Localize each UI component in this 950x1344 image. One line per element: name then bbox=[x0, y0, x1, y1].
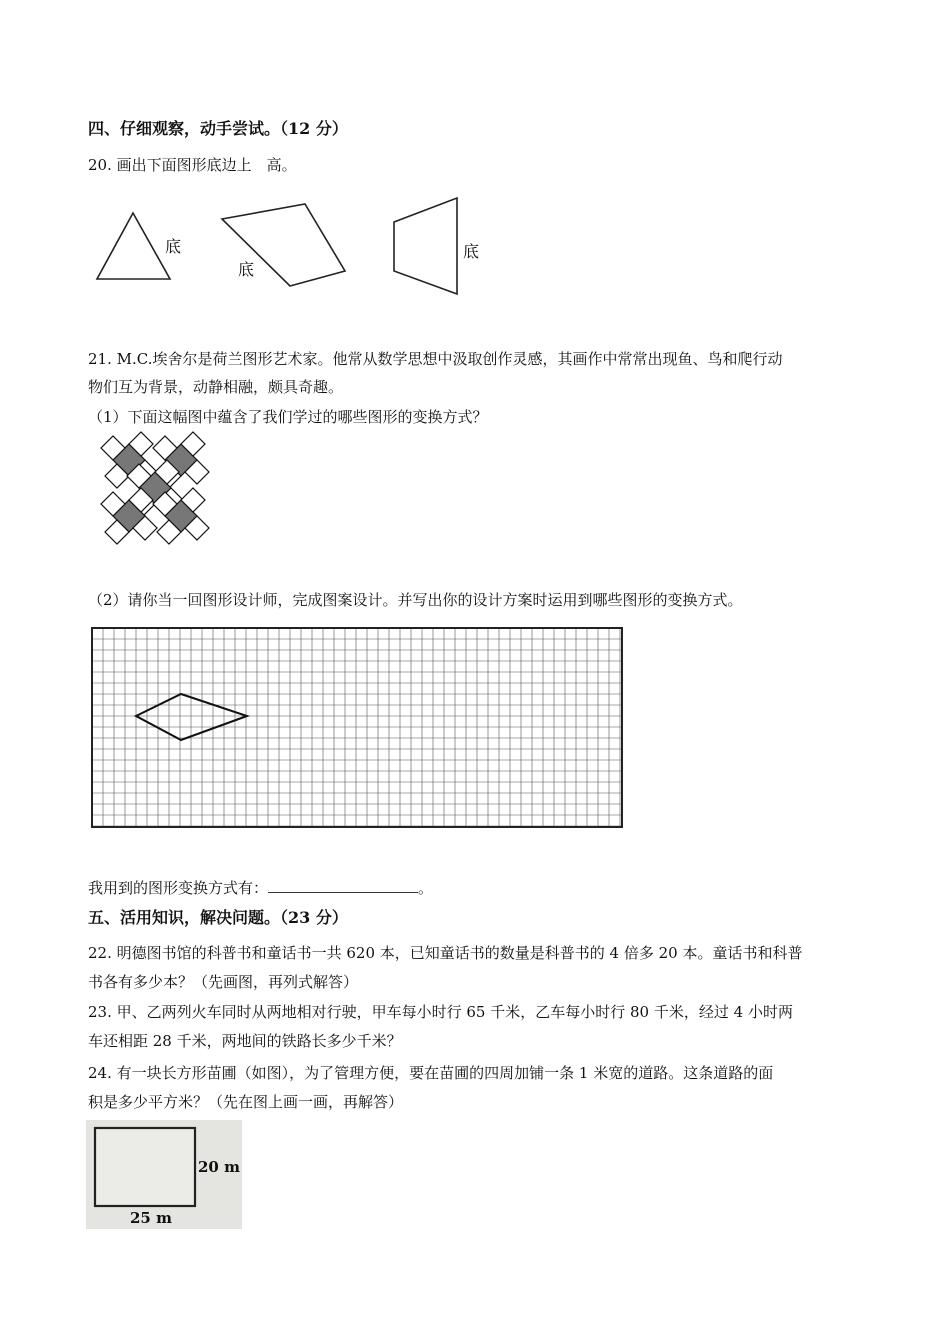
parallelogram-base-label: 底 bbox=[238, 260, 255, 279]
question-21-line1: 21. M.C.埃舍尔是荷兰图形艺术家。他常从数学思想中汲取创作灵感，其画作中常常出现鱼、鸟和爬行动 bbox=[88, 350, 783, 368]
question-21-line2: 物们互为背景，动静相融，颇具奇趣。 bbox=[88, 378, 344, 396]
trapezoid-base-label: 底 bbox=[463, 242, 480, 261]
question-20-text: 20. 画出下面图形底边上 高。 bbox=[88, 156, 297, 174]
question-22-line1: 22. 明德图书馆的科普书和童话书一共 620 本，已知童话书的数量是科普书的 4 倍多 20 本。童话书和科普 bbox=[88, 944, 803, 962]
section-5-title: 五、活用知识，解决问题。（23 分） bbox=[88, 908, 348, 927]
tessellation-pattern bbox=[105, 438, 210, 541]
rhombus-shape bbox=[136, 694, 247, 740]
length-label: 25 m bbox=[130, 1209, 172, 1227]
triangle-base-label: 底 bbox=[165, 237, 182, 256]
question-21-sub2: （2）请你当一回图形设计师，完成图案设计。并写出你的设计方案时运用到哪些图形的变换方式。 bbox=[88, 591, 743, 609]
answer-prefix: 我用到的图形变换方式有： bbox=[88, 879, 269, 897]
q20-figures bbox=[0, 0, 950, 320]
trapezoid-shape bbox=[394, 198, 457, 294]
question-23-line1: 23. 甲、乙两列火车同时从两地相对行驶，甲车每小时行 65 千米，乙车每小时行 80 千米，经过 4 小时两 bbox=[88, 1003, 793, 1021]
question-24-line1: 24. 有一块长方形苗圃（如图），为了管理方便，要在苗圃的四周加铺一条 1 米宽的道路。这条道路的面 bbox=[88, 1064, 774, 1082]
question-21-sub1: （1）下面这幅图中蕴含了我们学过的哪些图形的变换方式？ bbox=[88, 408, 488, 426]
answer-blank[interactable] bbox=[268, 878, 418, 893]
question-24-line2: 积是多少平方米？（先在图上画一画，再解答） bbox=[88, 1093, 404, 1111]
question-22-line2: 书各有多少本？（先画图，再列式解答） bbox=[88, 973, 359, 991]
width-label: 20 m bbox=[198, 1158, 240, 1176]
answer-line bbox=[88, 878, 433, 898]
design-grid bbox=[92, 628, 623, 828]
answer-suffix: 。 bbox=[418, 879, 434, 897]
section-4-title: 四、仔细观察，动手尝试。（12 分） bbox=[88, 119, 348, 138]
triangle-shape bbox=[97, 213, 170, 279]
question-23-line2: 车还相距 28 千米，两地间的铁路长多少千米？ bbox=[88, 1032, 402, 1050]
